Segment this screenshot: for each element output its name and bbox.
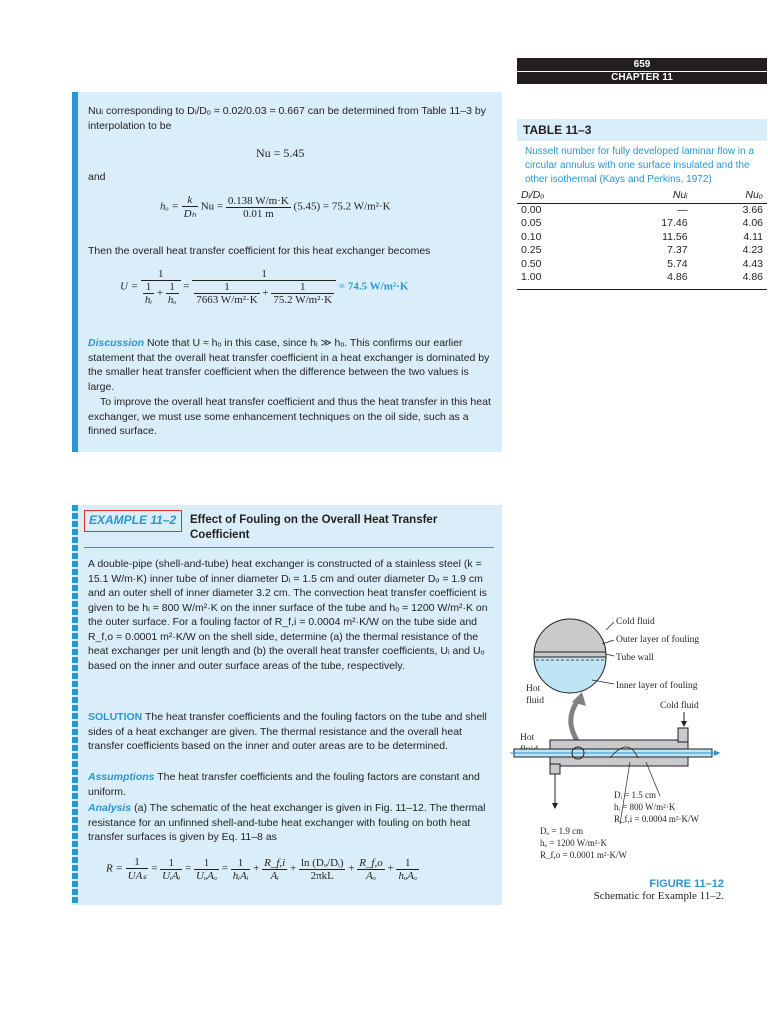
ho-equation	[160, 194, 391, 220]
u-equation: U = 1 $\frac{1}{\text{hᵢ}}$ + $\frac{1}{\text{hₒ}}$ = 1 $\frac{1}{\text{7663 W/m²·K}}$ + $\frac{1}{\text{75.2 W/m²·K}}$ = 74.5 W/m²·K	[120, 268, 409, 306]
col-header-ratio: Dᵢ/Dₒ	[517, 189, 601, 203]
solution-text: The heat transfer coefficients and the fouling factors on the tube and shell sides of a heat exchanger are given. The thermal resistance and the overall heat transfer coefficients based on the inner and outer areas are to be determined.	[88, 711, 487, 752]
problem-statement: A double-pipe (shell-and-tube) heat exchanger is constructed of a stainless steel (k = 15.1 W/m·K) inner tube of inner diameter Dᵢ = 1.5 cm and outer diameter Dₒ = 1.9 cm and an outer shell of inner diameter 3.2 cm. The convection heat transfer coefficient is given to be hᵢ = 800 W/m²·K on the inner surface of the tube and hₒ = 1200 W/m²·K on the outer surface. For a fouling factor of R_f,i = 0.0004 m²·K/W on the tube side and R_f,o = 0.0001 m²·K/W on the shell side, determine (a) the thermal resistance of the heat exchanger per unit length and (b) the overall heat transfer coefficients, Uᵢ and Uₒ based on the inner and outer surface areas of the tube, respectively.	[88, 558, 488, 672]
label-cold-fluid: Cold fluid	[616, 617, 655, 627]
page-header	[517, 58, 767, 84]
inner-tube-section	[534, 657, 606, 693]
nu-term: Nu =	[200, 200, 224, 213]
label-hot-fluid-1b: fluid	[526, 696, 544, 706]
nusselt-table	[517, 189, 767, 290]
label-hot-fluid-2: Hot	[520, 733, 535, 743]
chapter-label: CHAPTER 11	[517, 71, 767, 84]
example-title: Effect of Fouling on the Overall Heat Transfer Coefficient	[190, 514, 438, 541]
assumptions-text: The heat transfer coefficients and the fouling factors are constant and uniform.	[88, 771, 480, 798]
label-cold-fluid-2: Cold fluid	[660, 701, 699, 711]
solution-label: SOLUTION	[88, 711, 143, 723]
panel-accent-bar	[72, 92, 78, 452]
label-hi: hᵢ = 800 W/m²·K	[614, 802, 676, 812]
leader-cold-fluid	[606, 622, 614, 630]
assumptions-paragraph	[88, 770, 492, 799]
table-row: 0.00 — 3.66	[521, 203, 763, 216]
label-tube-wall: Tube wall	[616, 653, 654, 663]
analysis-label: Analysis	[88, 802, 132, 814]
figure-description: Schematic for Example 11–2.	[593, 890, 724, 902]
ho-lhs: hₒ =	[160, 200, 179, 213]
discussion-text: Note that U ≈ hₒ in this case, since hᵢ ≫ hₒ. This confirms our earlier statement that the overall heat transfer coefficient in a heat exchanger is dominated by the smaller heat transfer coefficient when the difference between the two values is large.	[88, 337, 490, 393]
analysis-paragraph	[88, 801, 492, 845]
assumptions-label: Assumptions	[88, 771, 155, 783]
figure-caption	[516, 878, 724, 902]
resistance-equation: R = $\frac{1}{\text{UAₛ}}$ = $\frac{1}{\text{UᵢAᵢ}}$ = $\frac{1}{\text{UₒAₒ}}$ = $\frac{1}{\text{hᵢAᵢ}}$ + $\frac{R\_f,i}{\text{Aᵢ}}$ + $\frac{\text{ln (Dₒ/Dᵢ)}}{\text{2πkL}}$ + $\frac{R\_f,o}{\text{Aₒ}}$ + $\frac{1}{\text{hₒAₒ}}$	[106, 856, 417, 882]
figure-number: FIGURE 11–12	[649, 878, 724, 890]
label-outer-fouling: Outer layer of fouling	[616, 635, 700, 645]
improve-paragraph: To improve the overall heat transfer coefficient and thus the heat transfer in this heat exchanger, we must use some enhancement techniques on the oil side, such as a finned surface.	[88, 396, 491, 437]
heat-exchanger-schematic	[510, 600, 766, 900]
solution-paragraph	[88, 710, 492, 754]
shell-outlet-nozzle	[550, 764, 560, 774]
col-header-nui: Nuᵢ	[601, 189, 692, 203]
table-row: 0.10 11.56 4.11	[521, 230, 763, 243]
cold-outlet-arrow-head	[552, 803, 558, 809]
analysis-text: (a) The schematic of the heat exchanger is given in Fig. 11–12. The thermal resistance for an unfinned shell-and-tube heat exchanger with fouling on both heat transfer surfaces is given by Eq. 11–8 as	[88, 802, 486, 843]
tube-flow-arrow	[714, 750, 720, 756]
example-divider	[84, 547, 494, 548]
example-accent-bar	[72, 505, 78, 905]
label-rfo: R_f,o = 0.0001 m²·K/W	[540, 850, 628, 860]
shell-inlet-nozzle	[678, 728, 688, 742]
table-row: 0.50 5.74 4.43	[521, 257, 763, 270]
cold-inlet-arrow-head	[681, 721, 687, 727]
label-rfi: R_f,i = 0.0004 m²·K/W	[614, 814, 700, 824]
table-row: 0.25 7.37 4.23	[521, 244, 763, 256]
and-text: and	[88, 171, 106, 183]
interpolation-text: Nuᵢ corresponding to Dᵢ/Dₒ = 0.02/0.03 = 0.667 can be determined from Table 11–3 by interpolation to be	[88, 105, 486, 132]
ho-result: (5.45) = 75.2 W/m²·K	[293, 200, 391, 213]
table-caption: Nusselt number for fully developed laminar flow in a circular annulus with one surface insulated and the other isothermal (Kays and Perkins, 1972)	[525, 146, 754, 185]
page-number: 659	[633, 59, 651, 70]
nu-equation: Nu = 5.45	[256, 146, 305, 160]
u-right-fraction: 1 $\frac{1}{\text{7663 W/m²·K}}$ + $\frac{1}{\text{75.2 W/m²·K}}$	[192, 268, 336, 306]
u-left-fraction: 1 $\frac{1}{\text{hᵢ}}$ + $\frac{1}{\text{hₒ}}$	[141, 268, 181, 306]
overall-intro-text: Then the overall heat transfer coefficient for this heat exchanger becomes	[88, 245, 431, 257]
table-11-3	[517, 119, 767, 290]
table-title: TABLE 11–3	[517, 119, 767, 141]
table-row: 0.05 17.46 4.06	[521, 217, 763, 229]
label-di: Dᵢ = 1.5 cm	[614, 790, 657, 800]
u-result: = 74.5 W/m²·K	[338, 280, 409, 293]
label-inner-fouling: Inner layer of fouling	[616, 681, 698, 691]
k-over-dh: $\frac{k}{\text{Dₕ}}$	[183, 194, 196, 220]
example-label: EXAMPLE 11–2	[89, 513, 177, 527]
discussion-label: Discussion	[88, 337, 145, 349]
label-hot-fluid-1: Hot	[526, 684, 541, 694]
label-ho: hₒ = 1200 W/m²·K	[540, 838, 607, 848]
label-do: Dₒ = 1.9 cm	[540, 826, 584, 836]
col-header-nuo: Nuₒ	[692, 189, 767, 203]
table-row: 1.00 4.86 4.86	[517, 271, 767, 289]
ho-fraction: $\frac{0.138 W/m\cdot K}{0.01 m}$	[227, 194, 289, 220]
leader-tube-wall	[606, 654, 614, 656]
cross-section	[534, 619, 606, 693]
discussion-paragraph	[88, 336, 492, 394]
